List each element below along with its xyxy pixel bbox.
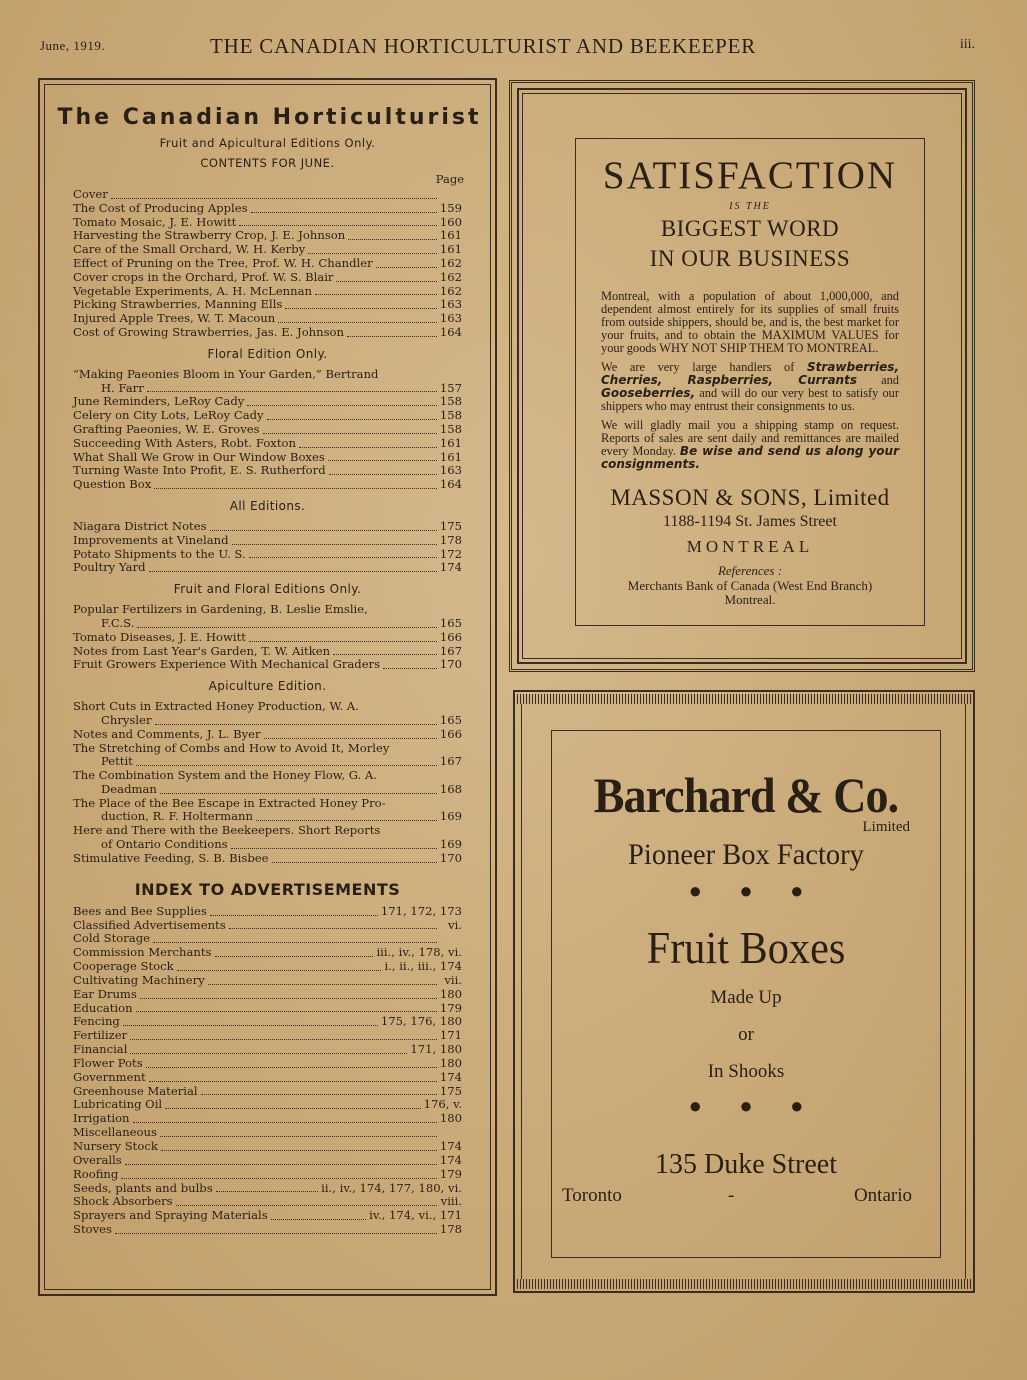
dot-leader (278, 322, 437, 323)
toc-entry-title: F.C.S. (101, 615, 135, 630)
toc-entry (73, 1168, 462, 1182)
toc-entry (73, 451, 462, 465)
toc-entry-page: 180 (439, 986, 462, 1001)
toc-entry (73, 464, 462, 478)
toc-entry-page: 170 (439, 657, 462, 672)
dot-leader (215, 956, 374, 957)
toc-entry-title: Greenhouse Material (73, 1083, 198, 1098)
toc-entry (73, 478, 462, 492)
dot-leader (155, 724, 437, 725)
toc-entry (73, 188, 462, 202)
toc-entry-title: Potato Shipments to the U. S. (73, 546, 246, 561)
toc-entry-page: 169 (439, 837, 462, 852)
dot-leader (208, 984, 437, 985)
dot-leader (149, 1081, 437, 1082)
toc-entry (73, 960, 462, 974)
toc-entry-page: viii. (440, 1194, 462, 1209)
dot-leader (315, 294, 437, 295)
toc-entry (73, 783, 462, 797)
toc-entry-title: Fruit Growers Experience With Mechanical Graders (73, 657, 381, 672)
toc-entry-line: The Place of the Bee Escape in Extracted Honey Pro- (73, 795, 386, 810)
toc-entry (73, 1015, 462, 1029)
dot-leader (328, 460, 437, 461)
dot-leader (231, 848, 437, 849)
toc-entry-page: iii., iv., 178, vi. (376, 945, 462, 960)
toc-entry (73, 326, 462, 340)
toc-entry-title: Vegetable Experiments, A. H. McLennan (73, 283, 312, 298)
company-city: MONTREAL (686, 537, 814, 556)
dot-leader (336, 281, 436, 282)
toc-entry-page: i., ii., iii., 174 (384, 959, 462, 974)
toc-entry-title: Question Box (73, 477, 152, 492)
dot-leader (348, 239, 437, 240)
toc-entry-page: 163 (439, 311, 462, 326)
toc-entry-page: 163 (439, 463, 462, 478)
toc-entry-title: Financial (73, 1042, 128, 1057)
dot-leader (121, 1178, 437, 1179)
toc-entry-title: Notes from Last Year's Garden, T. W. Aitken (73, 643, 331, 658)
masson-ad-box (575, 138, 925, 626)
toc-entry-title: Notes and Comments, J. L. Byer (73, 726, 261, 741)
toc-entry-page: 179 (439, 1166, 462, 1181)
ornament-dots: ● ● ● (688, 878, 820, 903)
toc-entry (73, 932, 462, 946)
toc-entry (73, 243, 462, 257)
dot-leader (216, 1191, 318, 1192)
dot-leader (299, 447, 437, 448)
dot-leader (160, 793, 437, 794)
toc-entry-page: 162 (439, 255, 462, 270)
dot-leader (153, 942, 437, 943)
toc-entry-title: Celery on City Lots, LeRoy Cady (73, 408, 264, 423)
toc-entry-title: Government (73, 1069, 146, 1084)
toc-entry (73, 216, 462, 230)
dot-leader (177, 970, 382, 971)
toc-entry-title: June Reminders, LeRoy Cady (73, 394, 245, 409)
dot-leader (232, 544, 437, 545)
editions-subtitle: Fruit and Apicultural Editions Only. (159, 136, 376, 150)
toc-entry-page: 178 (439, 1222, 462, 1237)
toc-entry-page: 169 (439, 809, 462, 824)
toc-entry-title: Effect of Pruning on the Tree, Prof. W. H. Chandler (73, 255, 373, 270)
toc-entry-page: 158 (439, 394, 462, 409)
toc-entry-page: 175, 176, 180 (380, 1014, 462, 1029)
toc-entry (73, 1098, 462, 1112)
toc-entry-title: Chrysler (101, 712, 152, 727)
product-or: or (738, 1024, 754, 1045)
toc-entry-page: 166 (439, 726, 462, 741)
company-tagline: Pioneer Box Factory (628, 838, 864, 871)
toc-entry-line: The Combination System and the Honey Flow, G. A. (73, 768, 377, 783)
toc-entry-page: 165 (439, 615, 462, 630)
toc-entry-page: 159 (439, 200, 462, 215)
toc-entry-title: Sprayers and Spraying Materials (73, 1208, 268, 1223)
toc-entry-title: Succeeding With Asters, Robt. Foxton (73, 435, 296, 450)
toc-all-editions (73, 520, 462, 575)
toc-entry (73, 257, 462, 271)
dot-leader (130, 1053, 407, 1054)
company-address: 135 Duke Street (655, 1149, 837, 1180)
floral-section-heading: Floral Edition Only. (207, 346, 328, 361)
ad-paragraph-1: Montreal, with a population of about 1,000,000, and dependent almost entirely for its supplies of small fruits from outside shippers, should be, and is, the best market for your fruits, and to obtain the MAXIMUM VALUES for your goods WHY NOT SHIP THEM TO MONTREAL. (601, 289, 899, 355)
toc-entry-page: vi. (448, 917, 462, 932)
toc-entry (73, 1043, 462, 1057)
dot-leader (264, 738, 437, 739)
toc-entry (73, 382, 462, 396)
dot-leader (229, 928, 437, 929)
toc-entry-page: 160 (439, 214, 462, 229)
toc-entry (73, 1071, 462, 1085)
toc-entry (73, 1195, 462, 1209)
toc-entry-title: of Ontario Conditions (101, 837, 228, 852)
toc-entry-title: H. Farr (101, 380, 144, 395)
toc-entry (73, 905, 462, 919)
dot-leader (149, 571, 437, 572)
toc-entry-title: Niagara District Notes (73, 518, 207, 533)
toc-entry (73, 714, 462, 728)
ornament-dots: ● ● ● (688, 1093, 820, 1118)
ad-text: and (881, 373, 899, 387)
toc-entry (73, 548, 462, 562)
dot-leader (115, 1233, 437, 1234)
toc-entry (73, 1126, 462, 1140)
toc-entry-title: Cold Storage (73, 931, 150, 946)
product-option-2: In Shooks (707, 1061, 785, 1082)
barchard-advertisement (513, 690, 975, 1293)
toc-entry (73, 838, 462, 852)
toc-entry-page: 158 (439, 421, 462, 436)
ad-products: Strawberries, Cherries, Raspberries, Currants (601, 360, 899, 387)
dot-leader (210, 915, 378, 916)
dot-leader (161, 1150, 437, 1151)
toc-entry (73, 409, 462, 423)
dot-leader (154, 488, 437, 489)
dot-leader (249, 641, 437, 642)
all-editions-heading: All Editions. (229, 498, 306, 513)
toc-entry-title: Cover (73, 187, 108, 201)
dot-leader (347, 336, 437, 337)
toc-entry (73, 658, 462, 672)
toc-entry-page: 174 (439, 1069, 462, 1084)
dot-leader (130, 1039, 437, 1040)
decorative-border (517, 694, 971, 704)
toc-entry-page: 175 (439, 518, 462, 533)
toc-entry (73, 974, 462, 988)
toc-fruit-apicultural (73, 188, 462, 340)
toc-entry-title: Roofing (73, 1166, 119, 1181)
toc-entry-page: 161 (439, 449, 462, 464)
toc-entry (73, 617, 462, 631)
toc-entry (73, 631, 462, 645)
dot-leader (239, 225, 437, 226)
dot-leader (272, 862, 437, 863)
toc-entry-title: Seeds, plants and bulbs (73, 1180, 213, 1195)
ad-text: We are very large handlers of (601, 360, 795, 374)
toc-entry-page: 161 (439, 435, 462, 450)
toc-entry-title: Picking Strawberries, Manning Ells (73, 297, 283, 312)
toc-entry-page: vii. (444, 972, 462, 987)
toc-entry-title: Fertilizer (73, 1028, 128, 1043)
toc-entry (73, 946, 462, 960)
toc-entry-page: 164 (439, 477, 462, 492)
decorative-border (517, 1279, 971, 1289)
toc-entry-title: Deadman (101, 781, 157, 796)
toc-entry (73, 423, 462, 437)
ad-text: We will gladly mail you a shipping stamp on request. Reports of sales are sent daily and remittances are mailed every Monday. (601, 418, 899, 458)
toc-entry-title: Education (73, 1000, 133, 1015)
toc-entry-page: 180 (439, 1055, 462, 1070)
toc-entry-title: Poultry Yard (73, 560, 146, 575)
company-street: 1188-1194 St. James Street (663, 513, 837, 530)
toc-entry-page: 163 (439, 297, 462, 312)
toc-entry (73, 755, 462, 769)
toc-entry-title: Pettit (101, 754, 133, 769)
toc-entry-title: Nursery Stock (73, 1139, 158, 1154)
toc-entry-line: “Making Paeonies Bloom in Your Garden,” Bertrand (73, 366, 379, 381)
toc-entry-title: Commission Merchants (73, 945, 212, 960)
dot-leader (308, 253, 437, 254)
toc-apiculture (73, 700, 462, 866)
toc-entry (73, 1002, 462, 1016)
toc-entry (73, 1029, 462, 1043)
toc-entry-title: The Cost of Producing Apples (73, 200, 248, 215)
toc-entry-page: 168 (439, 781, 462, 796)
dot-leader (176, 1205, 437, 1206)
ad-body (576, 290, 924, 471)
company-name: Barchard & Co. (593, 767, 899, 823)
toc-entry-title: Harvesting the Strawberry Crop, J. E. Johnson (73, 228, 346, 243)
dot-leader (136, 765, 437, 766)
product-option-1: Made Up (710, 987, 782, 1008)
toc-entry (73, 728, 462, 742)
decorative-border (521, 704, 523, 1279)
dot-leader (333, 654, 437, 655)
toc-entry-line: Short Cuts in Extracted Honey Production, W. A. (73, 699, 359, 714)
toc-entry-page: 161 (439, 228, 462, 243)
toc-entry (73, 312, 462, 326)
toc-entry-page: 176, v. (423, 1097, 462, 1112)
dot-leader (123, 1025, 378, 1026)
issue-date: June, 1919. (40, 38, 106, 53)
dot-leader (271, 1219, 366, 1220)
toc-entry (73, 852, 462, 866)
toc-entry (73, 1112, 462, 1126)
toc-entry-title: What Shall We Grow in Our Window Boxes (73, 449, 325, 464)
toc-entry-page: 174 (439, 1152, 462, 1167)
dot-leader (267, 419, 437, 420)
product-name: Fruit Boxes (646, 922, 846, 973)
toc-entry-page: 165 (439, 712, 462, 727)
toc-fruit-floral (73, 603, 462, 672)
toc-entry-title: Bees and Bee Supplies (73, 903, 207, 918)
toc-entry (73, 1140, 462, 1154)
toc-entry-page: 171 (439, 1028, 462, 1043)
company-name: MASSON & SONS, Limited (610, 485, 890, 510)
toc-entry (73, 988, 462, 1002)
toc-entry (73, 298, 462, 312)
toc-entry-page: ii., iv., 174, 177, 180, vi. (321, 1180, 462, 1195)
dot-leader (329, 474, 437, 475)
dot-leader (146, 1067, 437, 1068)
toc-entry-line: Popular Fertilizers in Gardening, B. Leslie Emslie, (73, 602, 368, 617)
toc-entry-page: 157 (439, 380, 462, 395)
magazine-title: The Canadian Horticulturist (57, 105, 482, 130)
toc-entry-title: Cultivating Machinery (73, 972, 205, 987)
toc-entry-line: Here and There with the Beekeepers. Short Reports (73, 823, 381, 838)
toc-entry-page: 171, 172, 173 (380, 903, 462, 918)
toc-entry-title: Lubricating Oil (73, 1097, 163, 1112)
toc-entry (73, 1154, 462, 1168)
ad-text: and will do our very best to satisfy our shippers who may entrust their consignments to us. (601, 386, 899, 413)
toc-entry-page: 167 (439, 643, 462, 658)
toc-entry-title: Stimulative Feeding, S. B. Bisbee (73, 850, 269, 865)
references-label: References : (717, 563, 783, 578)
dot-leader (256, 820, 437, 821)
toc-entry-title: Care of the Small Orchard, W. H. Kerby (73, 242, 306, 257)
toc-entry-title: Improvements at Vineland (73, 532, 229, 547)
toc-entry (73, 1209, 462, 1223)
toc-entry-page: 179 (439, 1000, 462, 1015)
toc-entry-page: 171, 180 (410, 1042, 462, 1057)
apiculture-heading: Apiculture Edition. (208, 679, 327, 694)
ads-index-heading: INDEX TO ADVERTISEMENTS (134, 879, 401, 899)
toc-entry-page: 164 (439, 324, 462, 339)
page-header (40, 34, 975, 60)
toc-entry-page: 167 (439, 754, 462, 769)
toc-entry (73, 271, 462, 285)
toc-entry (73, 229, 462, 243)
decorative-border (965, 704, 967, 1279)
dot-leader (376, 267, 437, 268)
ads-index-list (73, 905, 462, 1237)
toc-entry (73, 1085, 462, 1099)
toc-entry-page: 161 (439, 242, 462, 257)
toc-entry-page: 166 (439, 629, 462, 644)
toc-entry-page: 172 (439, 546, 462, 561)
dot-leader (125, 1164, 437, 1165)
dot-leader (247, 405, 437, 406)
ad-line-2: BIGGEST WORD (660, 216, 840, 241)
toc-entry-title: Cover crops in the Orchard, Prof. W. S. Blair (73, 269, 334, 284)
contents-heading: CONTENTS FOR JUNE. (200, 156, 335, 170)
toc-entry (73, 561, 462, 575)
toc-entry-title: Injured Apple Trees, W. T. Macoun (73, 311, 276, 326)
masson-advertisement (509, 80, 975, 672)
toc-entry-page: iv., 174, vi., 171 (369, 1208, 462, 1223)
dot-leader (136, 1011, 437, 1012)
toc-entry-title: Cost of Growing Strawberries, Jas. E. Johnson (73, 324, 344, 339)
company-city: Toronto (562, 1185, 622, 1206)
toc-entry-title: Irrigation (73, 1111, 130, 1126)
toc-entry (73, 395, 462, 409)
toc-entry (73, 534, 462, 548)
dot-leader (111, 198, 437, 199)
page-column-label: Page (435, 172, 464, 186)
dot-leader (251, 212, 437, 213)
toc-entry-title: Cooperage Stock (73, 959, 174, 974)
toc-floral (73, 368, 462, 492)
toc-entry-title: Stoves (73, 1222, 112, 1237)
toc-entry-page: 180 (439, 1111, 462, 1126)
toc-entry-page: 158 (439, 408, 462, 423)
toc-entry-line: The Stretching of Combs and How to Avoid It, Morley (73, 740, 390, 755)
dot-leader (165, 1108, 421, 1109)
toc-entry-title: Shock Absorbers (73, 1194, 173, 1209)
toc-entry (73, 285, 462, 299)
toc-entry-title: Flower Pots (73, 1055, 143, 1070)
ad-line-3: IN OUR BUSINESS (649, 246, 851, 271)
company-limited: Limited (862, 819, 910, 835)
location-separator: - (728, 1185, 735, 1206)
contents-panel (38, 78, 497, 1296)
toc-entry-page: 178 (439, 532, 462, 547)
dot-leader (140, 998, 437, 999)
toc-entry-title: Overalls (73, 1152, 122, 1167)
toc-entry (73, 810, 462, 824)
references-bank: Merchants Bank of Canada (West End Branch) (627, 578, 873, 593)
toc-entry (73, 1223, 462, 1237)
toc-entry (73, 202, 462, 216)
publication-title: THE CANADIAN HORTICULTURIST AND BEEKEEPER (210, 34, 757, 58)
dot-leader (263, 433, 437, 434)
ad-products: Gooseberries, (601, 386, 696, 400)
toc-entry (73, 437, 462, 451)
ad-subheadline: IS THE (729, 201, 771, 212)
toc-entry-title: Ear Drums (73, 986, 137, 1001)
barchard-ad-box (551, 730, 941, 1258)
dot-leader (147, 391, 437, 392)
ad-headline: SATISFACTION (602, 154, 898, 197)
toc-entry (73, 919, 462, 933)
toc-entry-page: 174 (439, 560, 462, 575)
toc-entry-page: 175 (439, 1083, 462, 1098)
fruit-floral-heading: Fruit and Floral Editions Only. (173, 582, 362, 597)
references-city: Montreal. (724, 592, 776, 607)
toc-entry-page: 170 (439, 850, 462, 865)
toc-entry-title: Fencing (73, 1014, 120, 1029)
toc-entry-page: 162 (439, 269, 462, 284)
dot-leader (285, 308, 436, 309)
ad-paragraph-3 (601, 419, 899, 471)
company-province: Ontario (853, 1185, 912, 1206)
dot-leader (210, 530, 437, 531)
toc-entry-title: Classified Advertisements (73, 917, 226, 932)
toc-entry-page: 162 (439, 283, 462, 298)
toc-entry (73, 520, 462, 534)
dot-leader (137, 627, 437, 628)
toc-entry-page: 174 (439, 1139, 462, 1154)
dot-leader (249, 557, 437, 558)
toc-entry-title: Tomato Mosaic, J. E. Howitt (73, 214, 237, 229)
toc-entry-title: Grafting Paeonies, W. E. Groves (73, 421, 260, 436)
toc-entry (73, 645, 462, 659)
page-number: iii. (959, 37, 975, 52)
ad-paragraph-2 (601, 361, 899, 413)
toc-entry-title: Miscellaneous (73, 1125, 157, 1140)
dot-leader (383, 668, 437, 669)
dot-leader (133, 1122, 437, 1123)
toc-entry-title: Tomato Diseases, J. E. Howitt (73, 629, 246, 644)
ad-emphasis: Be wise and send us along your consignments. (601, 444, 899, 471)
dot-leader (160, 1136, 437, 1137)
toc-entry (73, 1057, 462, 1071)
toc-entry-title: duction, R. F. Holtermann (101, 809, 253, 824)
toc-entry-title: Turning Waste Into Profit, E. S. Rutherford (73, 463, 326, 478)
company-location (552, 1185, 940, 1207)
toc-entry (73, 1182, 462, 1196)
dot-leader (201, 1094, 437, 1095)
